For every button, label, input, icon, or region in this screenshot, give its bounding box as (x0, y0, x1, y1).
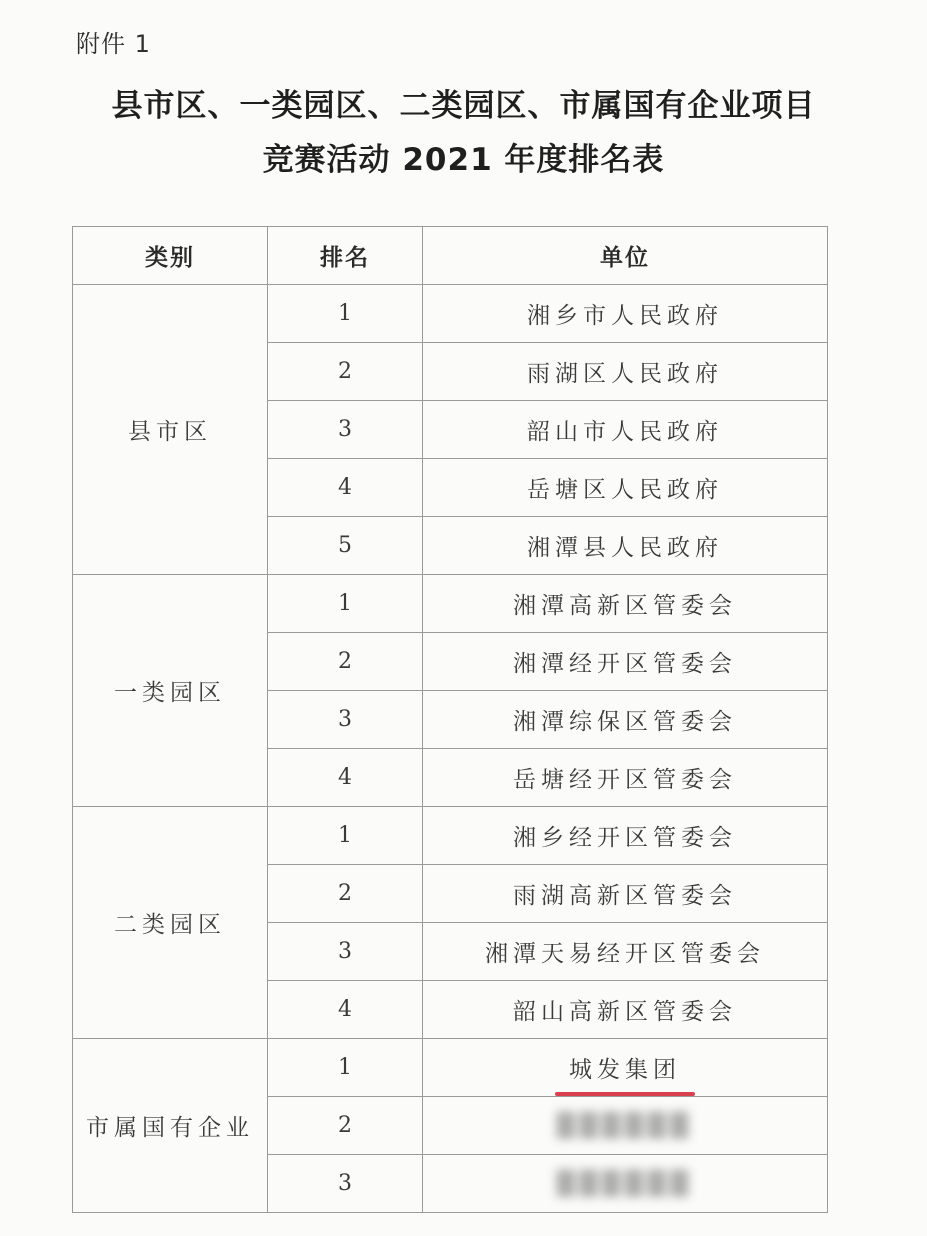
rank-cell: 1 (268, 807, 423, 865)
unit-cell: 湘乡经开区管委会 (423, 807, 828, 865)
rank-cell: 4 (268, 981, 423, 1039)
category-cell: 县市区 (73, 285, 268, 575)
ranking-table (72, 226, 828, 1213)
unit-cell: 岳塘区人民政府 (423, 459, 828, 517)
rank-cell: 1 (268, 575, 423, 633)
rank-cell: 5 (268, 517, 423, 575)
unit-cell: 湘潭县人民政府 (423, 517, 828, 575)
unit-cell: 韶山高新区管委会 (423, 981, 828, 1039)
highlighted-unit (569, 1051, 681, 1084)
rank-cell: 3 (268, 1155, 423, 1213)
attachment-label: 附件 1 (76, 30, 151, 58)
unit-cell-blurred (423, 1097, 828, 1155)
unit-cell: 雨湖高新区管委会 (423, 865, 828, 923)
header-rank: 排名 (268, 227, 423, 285)
document-title-line2: 竞赛活动 2021 年度排名表 (262, 142, 665, 178)
rank-cell: 3 (268, 401, 423, 459)
rank-cell: 3 (268, 923, 423, 981)
unit-cell: 韶山市人民政府 (423, 401, 828, 459)
unit-cell: 湘乡市人民政府 (423, 285, 828, 343)
table-row (73, 1039, 828, 1097)
highlighted-unit-text: 城发集团 (569, 1057, 681, 1083)
rank-cell: 1 (268, 1039, 423, 1097)
unit-cell: 湘潭经开区管委会 (423, 633, 828, 691)
category-cell: 一类园区 (73, 575, 268, 807)
red-underline-mark (555, 1092, 695, 1096)
unit-cell: 湘潭天易经开区管委会 (423, 923, 828, 981)
rank-cell: 3 (268, 691, 423, 749)
blurred-redaction: ██████ (556, 1112, 694, 1139)
header-unit: 单位 (423, 227, 828, 285)
category-cell: 二类园区 (73, 807, 268, 1039)
unit-cell-blurred (423, 1155, 828, 1213)
table-header-row (73, 227, 828, 285)
document-title-line1: 县市区、一类园区、二类园区、市属国有企业项目 (111, 88, 816, 124)
unit-cell: 岳塘经开区管委会 (423, 749, 828, 807)
table-row (73, 807, 828, 865)
rank-cell: 1 (268, 285, 423, 343)
rank-cell: 2 (268, 343, 423, 401)
rank-cell: 2 (268, 1097, 423, 1155)
rank-cell: 4 (268, 749, 423, 807)
category-cell: 市属国有企业 (73, 1039, 268, 1213)
unit-cell: 雨湖区人民政府 (423, 343, 828, 401)
unit-cell-highlighted (423, 1039, 828, 1097)
table-row (73, 575, 828, 633)
table-row (73, 285, 828, 343)
unit-cell: 湘潭高新区管委会 (423, 575, 828, 633)
rank-cell: 2 (268, 865, 423, 923)
header-category: 类别 (73, 227, 268, 285)
blurred-redaction: ██████ (556, 1170, 694, 1197)
unit-cell: 湘潭综保区管委会 (423, 691, 828, 749)
rank-cell: 4 (268, 459, 423, 517)
rank-cell: 2 (268, 633, 423, 691)
